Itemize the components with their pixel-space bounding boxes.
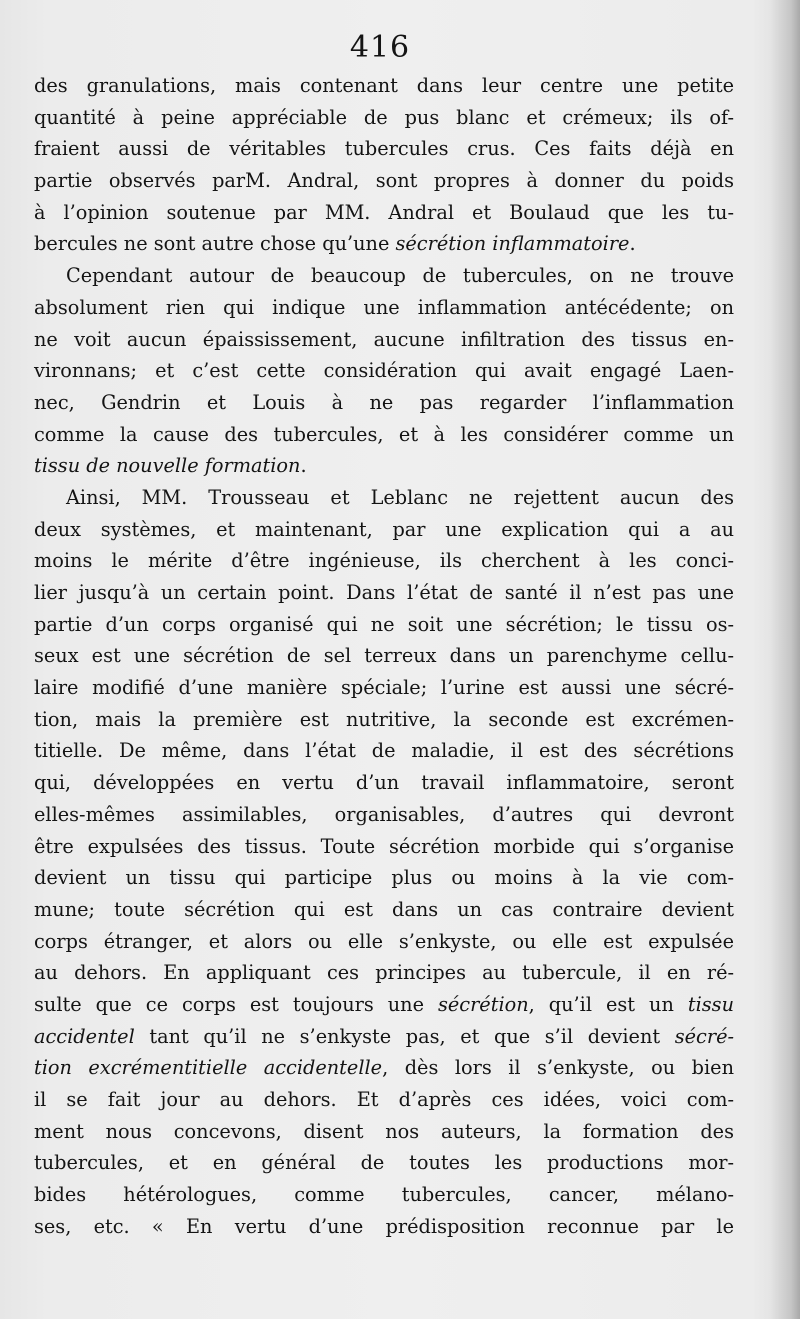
italic-text: accidentel [34, 1024, 135, 1048]
text-line [34, 70, 734, 102]
text-line [34, 324, 734, 356]
text-line [34, 387, 734, 419]
text-line [34, 1052, 734, 1084]
text-line [34, 260, 734, 292]
text-line [34, 355, 734, 387]
italic-text: sécrétion inflammatoire [395, 232, 630, 256]
text-run: vironnans; et c’est cette considération qui avait engagé Laen- [34, 359, 734, 383]
text-run: il se fait jour au dehors. Et d’après ces idées, voici com- [34, 1088, 734, 1111]
text-line [34, 957, 734, 989]
text-line [34, 292, 734, 324]
text-run: ses, etc. « En vertu d’une prédisposition reconnue par le [34, 1214, 734, 1238]
text-run: absolument rien qui indique une inflammation antécédente; on [34, 295, 734, 319]
text-run: . [629, 232, 636, 256]
text-run: partie observés parM. Andral, sont propres à donner du poids [34, 169, 734, 193]
text-run: bides hétérologues, comme tubercules, cancer, mélano- [34, 1183, 734, 1207]
italic-text: tissu [687, 992, 734, 1016]
text-line [34, 831, 734, 863]
text-line [34, 165, 734, 197]
text-run: tubercules, et en général de toutes les productions mor- [34, 1151, 734, 1175]
text-run: . [300, 454, 307, 478]
text-run: partie d’un corps organisé qui ne soit une sécrétion; le tissu os- [34, 612, 734, 636]
text-run: titielle. De même, dans l’état de maladie, il est des sécrétions [34, 739, 734, 763]
text-line [34, 482, 734, 514]
text-line [34, 989, 734, 1021]
text-run: Ainsi, MM. Trousseau et Leblanc ne rejettent aucun des [66, 485, 734, 509]
text-run: bercules ne sont autre chose qu’une [34, 232, 396, 256]
text-line [34, 735, 734, 767]
text-run: devient un tissu qui participe plus ou moins à la vie com- [34, 866, 734, 890]
page-edge-shadow [770, 0, 800, 1319]
text-line [34, 1021, 734, 1053]
text-run: seux est une sécrétion de sel terreux dans un parenchyme cellu- [34, 644, 734, 668]
text-run: deux systèmes, et maintenant, par une explication qui a au [34, 517, 734, 541]
text-line [34, 133, 734, 165]
text-run: tant qu’il ne s’enkyste pas, et que s’il devient [134, 1024, 675, 1048]
text-run: corps étranger, et alors ou elle s’enkyste, ou elle est expulsée [34, 929, 734, 953]
text-line [34, 862, 734, 894]
text-run: laire modifié d’une manière spéciale; l’urine est aussi une sécré- [34, 676, 734, 700]
text-line [34, 926, 734, 958]
italic-text: tissu de nouvelle formation [34, 454, 301, 478]
text-line [34, 1084, 734, 1116]
text-line [34, 767, 734, 799]
text-run: être expulsées des tissus. Toute sécrétion morbide qui s’organise [34, 834, 734, 858]
text-run: comme la cause des tubercules, et à les considérer comme un [34, 422, 734, 446]
page-number: 416 [349, 30, 411, 65]
text-line [34, 102, 734, 134]
text-run: tion, mais la première est nutritive, la seconde est excrémen- [34, 707, 734, 731]
text-run: , dès lors il s’enkyste, ou bien [382, 1056, 735, 1080]
text-run: elles-mêmes assimilables, organisables, d’autres qui devront [34, 802, 734, 826]
text-run: , qu’il est un [528, 992, 688, 1016]
text-line [34, 419, 734, 451]
text-line [34, 1116, 734, 1148]
text-line [34, 514, 734, 546]
text-run: fraient aussi de véritables tubercules crus. Ces faits déjà en [34, 137, 734, 161]
text-line [34, 1147, 734, 1179]
text-line [34, 609, 734, 641]
text-line [34, 704, 734, 736]
body-text [34, 70, 734, 1242]
italic-text: sécré- [674, 1024, 734, 1048]
text-line [34, 640, 734, 672]
text-run: ment nous concevons, disent nos auteurs, la formation des [34, 1119, 734, 1143]
text-run: qui, développées en vertu d’un travail inflammatoire, seront [34, 771, 734, 795]
text-line [34, 1179, 734, 1211]
text-run: moins le mérite d’être ingénieuse, ils cherchent à les conci- [34, 549, 734, 573]
text-run: quantité à peine appréciable de pus blanc et crémeux; ils of- [34, 105, 734, 129]
text-run: lier jusqu’à un certain point. Dans l’état de santé il n’est pas une [34, 581, 734, 604]
text-line [34, 450, 734, 482]
text-line [34, 197, 734, 229]
text-line [34, 799, 734, 831]
text-line [34, 545, 734, 577]
text-run: Cependant autour de beaucoup de tubercules, on ne trouve [66, 264, 734, 288]
text-line [34, 577, 734, 609]
text-line [34, 1211, 734, 1243]
text-line [34, 228, 734, 260]
text-run: des granulations, mais contenant dans leur centre une petite [34, 74, 734, 97]
text-line [34, 894, 734, 926]
text-line [34, 672, 734, 704]
italic-text: sécrétion [437, 992, 529, 1016]
text-run: au dehors. En appliquant ces principes au tubercule, il en ré- [34, 961, 734, 985]
text-run: ne voit aucun épaississement, aucune infiltration des tissus en- [34, 327, 734, 351]
text-run: à l’opinion soutenue par MM. Andral et Boulaud que les tu- [34, 200, 734, 224]
text-run: sulte que ce corps est toujours une [34, 992, 438, 1016]
text-run: mune; toute sécrétion qui est dans un cas contraire devient [34, 897, 734, 921]
italic-text: tion excrémentitielle accidentelle [34, 1056, 383, 1080]
text-run: nec, Gendrin et Louis à ne pas regarder l’inflammation [34, 390, 734, 414]
